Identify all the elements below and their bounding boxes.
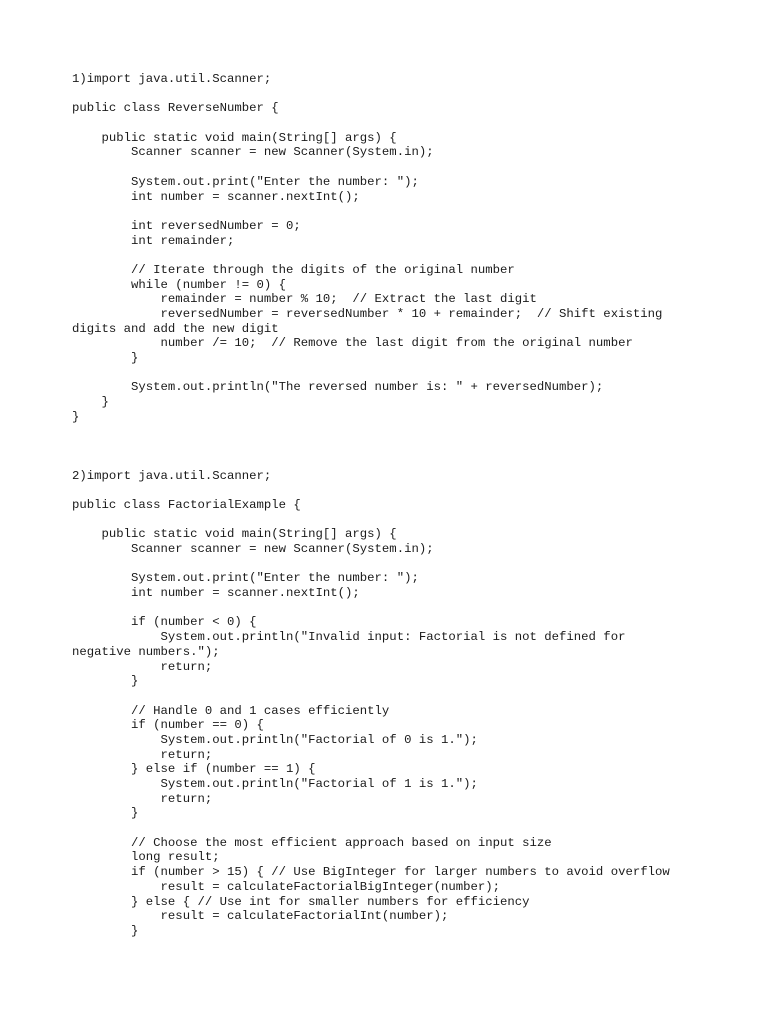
code-line xyxy=(72,439,732,454)
code-line: 2)import java.util.Scanner; xyxy=(72,468,272,483)
code-line: System.out.println("Factorial of 0 is 1."); xyxy=(72,732,478,747)
code-line: number /= 10; // Remove the last digit from the original number xyxy=(72,336,633,351)
code-line xyxy=(72,366,732,381)
code-line xyxy=(72,821,732,836)
code-line: System.out.print("Enter the number: "); xyxy=(72,174,419,189)
code-line xyxy=(72,425,732,440)
code-block xyxy=(72,72,732,939)
code-line xyxy=(72,513,732,528)
code-line xyxy=(72,160,732,175)
code-line: if (number < 0) { xyxy=(72,615,257,630)
code-line: System.out.println("Invalid input: Factorial is not defined for xyxy=(72,630,626,645)
code-line: reversedNumber = reversedNumber * 10 + remainder; // Shift existing xyxy=(72,307,663,321)
code-line: public class ReverseNumber { xyxy=(72,101,279,116)
code-line: if (number > 15) { // Use BigInteger for larger numbers to avoid overflow xyxy=(72,865,670,880)
code-line: } xyxy=(72,806,139,821)
code-line: // Iterate through the digits of the original number xyxy=(72,262,515,277)
code-line: } xyxy=(72,351,139,366)
code-line: public static void main(String[] args) { xyxy=(72,130,397,145)
code-line: if (number == 0) { xyxy=(72,718,264,733)
code-line xyxy=(72,601,732,616)
code-line: int number = scanner.nextInt(); xyxy=(72,189,360,204)
code-line: System.out.println("The reversed number is: " + reversedNumber); xyxy=(72,380,604,395)
code-line xyxy=(72,87,732,102)
code-line: negative numbers."); xyxy=(72,644,220,659)
code-line: } xyxy=(72,923,139,938)
code-line: System.out.println("Factorial of 1 is 1."); xyxy=(72,777,478,791)
code-line: public static void main(String[] args) { xyxy=(72,527,397,542)
code-line: return; xyxy=(72,747,213,762)
code-line: } xyxy=(72,395,109,410)
code-line xyxy=(72,454,732,469)
code-line: Scanner scanner = new Scanner(System.in); xyxy=(72,542,434,556)
code-line xyxy=(72,248,732,263)
code-line: remainder = number % 10; // Extract the last digit xyxy=(72,292,537,307)
document-page xyxy=(72,72,732,939)
code-line: } else { // Use int for smaller numbers for efficiency xyxy=(72,894,530,909)
code-line: int remainder; xyxy=(72,233,235,248)
code-line: int reversedNumber = 0; xyxy=(72,218,301,233)
code-line: result = calculateFactorialBigInteger(number); xyxy=(72,879,501,894)
code-line xyxy=(72,483,732,498)
code-line: System.out.print("Enter the number: "); xyxy=(72,571,419,586)
code-line: result = calculateFactorialInt(number); xyxy=(72,909,449,924)
code-line xyxy=(72,689,732,704)
code-line: while (number != 0) { xyxy=(72,277,287,292)
code-line: long result; xyxy=(72,850,220,865)
code-line xyxy=(72,116,732,131)
code-line: 1)import java.util.Scanner; xyxy=(72,72,272,86)
code-line xyxy=(72,204,732,219)
code-line: } xyxy=(72,674,139,689)
code-line: // Choose the most efficient approach based on input size xyxy=(72,835,552,850)
code-line: return; xyxy=(72,791,213,806)
code-line: } xyxy=(72,409,80,424)
code-line: int number = scanner.nextInt(); xyxy=(72,586,360,601)
code-line: public class FactorialExample { xyxy=(72,497,301,512)
code-line: // Handle 0 and 1 cases efficiently xyxy=(72,703,390,718)
code-line xyxy=(72,557,732,572)
code-line: Scanner scanner = new Scanner(System.in); xyxy=(72,145,434,160)
code-line: return; xyxy=(72,659,213,674)
code-line: digits and add the new digit xyxy=(72,321,279,336)
code-line: } else if (number == 1) { xyxy=(72,762,316,777)
